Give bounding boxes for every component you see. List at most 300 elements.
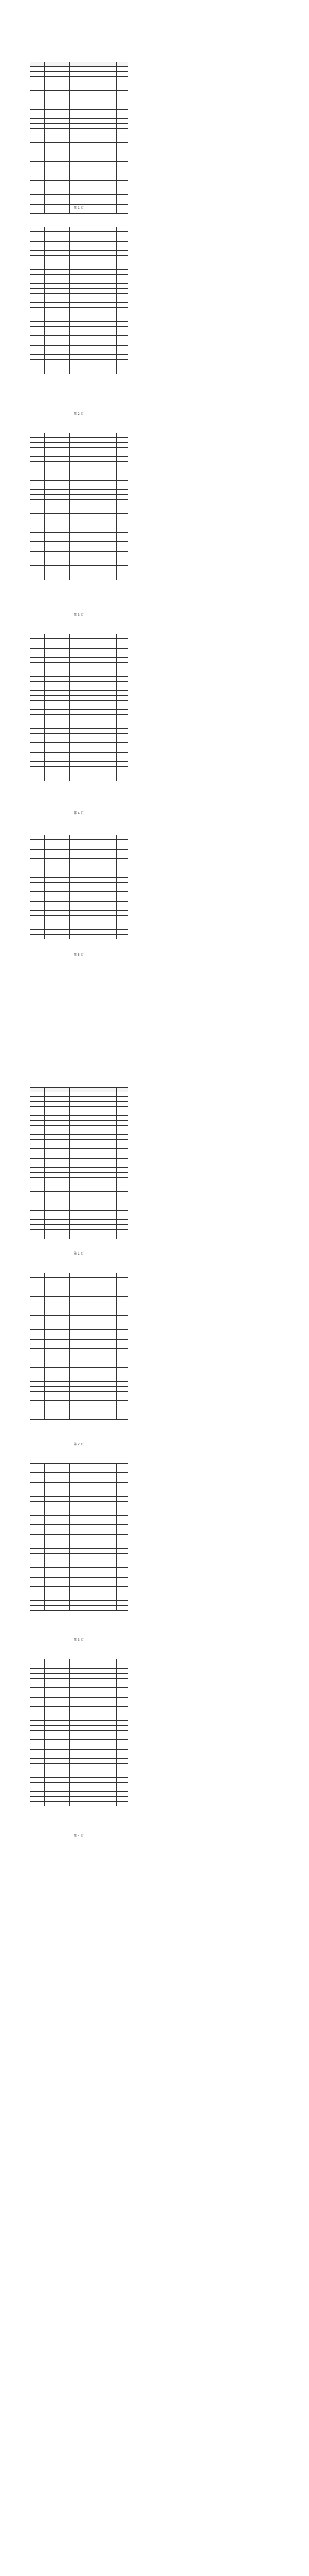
table-cell bbox=[45, 124, 54, 128]
table-cell bbox=[101, 360, 117, 364]
table-cell bbox=[54, 166, 64, 171]
table-cell bbox=[70, 1782, 101, 1787]
table-cell bbox=[45, 738, 54, 743]
table-cell bbox=[54, 76, 64, 81]
table-cell bbox=[64, 345, 70, 350]
table-cell bbox=[30, 1140, 45, 1144]
table-cell bbox=[117, 1501, 128, 1506]
table-cell bbox=[64, 312, 70, 317]
table-cell bbox=[45, 161, 54, 166]
table-row bbox=[30, 364, 128, 369]
table-cell bbox=[101, 715, 117, 719]
table-cell bbox=[45, 920, 54, 925]
table-cell bbox=[45, 561, 54, 566]
table-cell bbox=[117, 537, 128, 542]
table-cell bbox=[30, 1391, 45, 1396]
table-cell bbox=[117, 528, 128, 532]
table-cell bbox=[64, 1744, 70, 1749]
table-cell bbox=[54, 1744, 64, 1749]
table-cell bbox=[64, 1697, 70, 1702]
table-cell bbox=[30, 537, 45, 542]
table-cell bbox=[30, 1396, 45, 1400]
table-cell bbox=[45, 1292, 54, 1296]
table-cell bbox=[101, 1196, 117, 1201]
table-row bbox=[30, 1591, 128, 1596]
table-cell bbox=[30, 892, 45, 896]
table-cell bbox=[70, 1487, 101, 1492]
table-cell bbox=[45, 868, 54, 873]
table-cell bbox=[101, 518, 117, 523]
table-cell bbox=[70, 700, 101, 705]
table-cell bbox=[117, 143, 128, 147]
table-cell bbox=[64, 676, 70, 681]
column-header bbox=[70, 1088, 101, 1092]
table-cell bbox=[70, 1273, 101, 1278]
table-cell bbox=[70, 462, 101, 466]
table-cell bbox=[64, 1492, 70, 1497]
table-row bbox=[30, 1116, 128, 1121]
table-cell bbox=[101, 547, 117, 551]
table-cell bbox=[45, 575, 54, 580]
table-cell bbox=[45, 336, 54, 341]
table-cell bbox=[117, 1121, 128, 1125]
table-cell bbox=[101, 523, 117, 528]
table-cell bbox=[101, 504, 117, 509]
table-cell bbox=[117, 1210, 128, 1215]
table-row bbox=[30, 1568, 128, 1572]
table-cell bbox=[54, 1516, 64, 1520]
table-cell bbox=[70, 724, 101, 728]
table-cell bbox=[64, 1292, 70, 1296]
table-cell bbox=[101, 1377, 117, 1382]
table-cell bbox=[54, 260, 64, 265]
table-row bbox=[30, 1735, 128, 1740]
table-row bbox=[30, 350, 128, 354]
table-cell bbox=[30, 724, 45, 728]
table-cell bbox=[117, 1358, 128, 1363]
page-number: 第 2 页 bbox=[74, 412, 84, 416]
table-row bbox=[30, 504, 128, 509]
table-cell bbox=[54, 157, 64, 161]
table-cell bbox=[30, 1372, 45, 1377]
table-cell bbox=[117, 1777, 128, 1782]
table-cell bbox=[54, 1097, 64, 1101]
table-row bbox=[30, 752, 128, 757]
table-cell bbox=[45, 462, 54, 466]
table-cell bbox=[101, 1296, 117, 1301]
table-cell bbox=[117, 1306, 128, 1311]
table-cell bbox=[117, 1273, 128, 1278]
table-cell bbox=[30, 1697, 45, 1702]
table-cell bbox=[117, 1497, 128, 1501]
table-cell bbox=[30, 752, 45, 757]
table-cell bbox=[117, 471, 128, 476]
table-cell bbox=[101, 752, 117, 757]
table-cell bbox=[101, 331, 117, 336]
table-row bbox=[30, 1311, 128, 1315]
table-cell bbox=[54, 1325, 64, 1330]
table-cell bbox=[117, 1787, 128, 1792]
table-cell bbox=[54, 1716, 64, 1721]
table-row bbox=[30, 556, 128, 561]
table-cell bbox=[30, 1544, 45, 1549]
table-cell bbox=[64, 523, 70, 528]
table-cell bbox=[64, 667, 70, 672]
table-cell bbox=[45, 757, 54, 761]
table-cell bbox=[70, 887, 101, 892]
table-cell bbox=[64, 1382, 70, 1386]
table-cell bbox=[70, 438, 101, 443]
table-cell bbox=[64, 180, 70, 185]
table-cell bbox=[45, 256, 54, 260]
table-cell bbox=[101, 185, 117, 190]
table-cell bbox=[101, 1553, 117, 1558]
table-cell bbox=[30, 1511, 45, 1515]
table-cell bbox=[45, 934, 54, 939]
table-cell bbox=[117, 518, 128, 523]
table-cell bbox=[117, 350, 128, 354]
column-header bbox=[54, 62, 64, 67]
table-cell bbox=[64, 514, 70, 518]
table-cell bbox=[45, 1487, 54, 1492]
table-cell bbox=[54, 1497, 64, 1501]
table-cell bbox=[70, 1530, 101, 1534]
table-cell bbox=[117, 1396, 128, 1400]
table-cell bbox=[101, 1097, 117, 1101]
table-cell bbox=[101, 1492, 117, 1497]
table-cell bbox=[30, 1534, 45, 1539]
table-cell bbox=[117, 844, 128, 849]
table-cell bbox=[54, 1721, 64, 1725]
table-cell bbox=[30, 700, 45, 705]
table-cell bbox=[30, 1664, 45, 1669]
table-cell bbox=[45, 369, 54, 374]
table-cell bbox=[117, 1605, 128, 1610]
table-cell bbox=[30, 901, 45, 906]
table-row bbox=[30, 1730, 128, 1735]
table-cell bbox=[64, 1740, 70, 1744]
table-cell bbox=[45, 648, 54, 653]
table-cell bbox=[101, 1659, 117, 1664]
table-cell bbox=[101, 1673, 117, 1678]
table-cell bbox=[30, 1130, 45, 1134]
table-cell bbox=[45, 1659, 54, 1664]
table-cell bbox=[30, 1773, 45, 1777]
table-cell bbox=[54, 1320, 64, 1325]
table-cell bbox=[70, 1367, 101, 1372]
table-cell bbox=[45, 1415, 54, 1419]
table-cell bbox=[101, 514, 117, 518]
table-cell bbox=[117, 514, 128, 518]
table-cell bbox=[117, 1721, 128, 1725]
table-cell bbox=[101, 532, 117, 537]
table-cell bbox=[70, 269, 101, 274]
table-cell bbox=[117, 705, 128, 709]
table-row bbox=[30, 1092, 128, 1097]
table-cell bbox=[70, 1464, 101, 1468]
table-row bbox=[30, 776, 128, 781]
table-cell bbox=[117, 1125, 128, 1130]
table-cell bbox=[70, 854, 101, 858]
table-cell bbox=[45, 863, 54, 868]
table-cell bbox=[117, 1586, 128, 1591]
table-row bbox=[30, 514, 128, 518]
table-cell bbox=[30, 547, 45, 551]
table-cell bbox=[45, 1396, 54, 1400]
table-cell bbox=[101, 1735, 117, 1740]
table-cell bbox=[64, 443, 70, 447]
table-cell bbox=[101, 1730, 117, 1735]
table-cell bbox=[117, 551, 128, 556]
table-cell bbox=[70, 109, 101, 114]
table-cell bbox=[117, 934, 128, 939]
table-cell bbox=[117, 877, 128, 882]
table-cell bbox=[54, 882, 64, 887]
table-cell bbox=[30, 495, 45, 499]
table-row bbox=[30, 86, 128, 90]
table-cell bbox=[45, 452, 54, 456]
table-cell bbox=[54, 86, 64, 90]
table-cell bbox=[101, 854, 117, 858]
table-cell bbox=[117, 892, 128, 896]
table-cell bbox=[101, 138, 117, 143]
table-cell bbox=[64, 124, 70, 128]
table-cell bbox=[30, 1683, 45, 1687]
table-cell bbox=[117, 667, 128, 672]
table-cell bbox=[45, 345, 54, 350]
table-cell bbox=[54, 1339, 64, 1344]
table-cell bbox=[54, 771, 64, 776]
table-cell bbox=[101, 236, 117, 241]
table-row bbox=[30, 1339, 128, 1344]
table-cell bbox=[101, 1386, 117, 1391]
table-cell bbox=[45, 1116, 54, 1121]
table-cell bbox=[70, 1683, 101, 1687]
table-cell bbox=[101, 1568, 117, 1572]
table-cell bbox=[30, 1758, 45, 1763]
table-cell bbox=[54, 1749, 64, 1754]
table-cell bbox=[30, 696, 45, 700]
table-cell bbox=[54, 246, 64, 250]
table-cell bbox=[117, 901, 128, 906]
table-cell bbox=[117, 1706, 128, 1711]
table-row bbox=[30, 1487, 128, 1492]
table-row bbox=[30, 462, 128, 466]
table-row bbox=[30, 250, 128, 255]
table-row bbox=[30, 1130, 128, 1134]
table-row bbox=[30, 896, 128, 901]
table-cell bbox=[117, 1664, 128, 1669]
table-cell bbox=[45, 265, 54, 269]
table-cell bbox=[64, 844, 70, 849]
table-cell bbox=[54, 471, 64, 476]
table-cell bbox=[117, 161, 128, 166]
table-cell bbox=[54, 1582, 64, 1586]
table-cell bbox=[101, 119, 117, 124]
table-cell bbox=[45, 355, 54, 360]
table-cell bbox=[45, 443, 54, 447]
table-cell bbox=[64, 1464, 70, 1468]
table-cell bbox=[54, 1315, 64, 1320]
table-cell bbox=[117, 1330, 128, 1334]
table-cell bbox=[54, 1386, 64, 1391]
table-cell bbox=[70, 1320, 101, 1325]
table-cell bbox=[117, 1678, 128, 1683]
table-cell bbox=[70, 1582, 101, 1586]
table-cell bbox=[117, 1744, 128, 1749]
table-cell bbox=[70, 643, 101, 648]
table-cell bbox=[54, 691, 64, 696]
table-row bbox=[30, 710, 128, 715]
table-cell bbox=[101, 250, 117, 255]
table-cell bbox=[64, 1497, 70, 1501]
column-header bbox=[30, 62, 45, 67]
table-cell bbox=[30, 1334, 45, 1339]
table-row bbox=[30, 1367, 128, 1372]
column-header bbox=[45, 62, 54, 67]
table-cell bbox=[117, 1315, 128, 1320]
table-row bbox=[30, 1497, 128, 1501]
table-cell bbox=[30, 1596, 45, 1601]
table-cell bbox=[54, 1659, 64, 1664]
table-cell bbox=[45, 76, 54, 81]
table-cell bbox=[70, 293, 101, 298]
table-cell bbox=[70, 1730, 101, 1735]
table-cell bbox=[101, 719, 117, 724]
table-cell bbox=[45, 518, 54, 523]
table-cell bbox=[45, 1144, 54, 1149]
table-cell bbox=[70, 570, 101, 575]
table-cell bbox=[117, 1144, 128, 1149]
table-cell bbox=[101, 1473, 117, 1478]
table-cell bbox=[54, 1492, 64, 1497]
table-cell bbox=[30, 350, 45, 354]
table-cell bbox=[30, 298, 45, 302]
table-cell bbox=[117, 1482, 128, 1487]
table-cell bbox=[117, 1229, 128, 1234]
table-cell bbox=[64, 1344, 70, 1348]
table-cell bbox=[117, 575, 128, 580]
table-cell bbox=[30, 863, 45, 868]
table-cell bbox=[54, 447, 64, 452]
table-cell bbox=[54, 1367, 64, 1372]
table-cell bbox=[70, 1144, 101, 1149]
roster-table bbox=[30, 227, 128, 374]
table-cell bbox=[64, 1339, 70, 1344]
table-cell bbox=[101, 1482, 117, 1487]
table-cell bbox=[70, 882, 101, 887]
table-cell bbox=[30, 1401, 45, 1405]
table-cell bbox=[54, 1697, 64, 1702]
table-cell bbox=[70, 185, 101, 190]
table-cell bbox=[117, 438, 128, 443]
table-cell bbox=[70, 1501, 101, 1506]
roster-table bbox=[30, 634, 128, 781]
table-cell bbox=[70, 1702, 101, 1706]
table-cell bbox=[30, 1192, 45, 1196]
table-cell bbox=[30, 1144, 45, 1149]
table-cell bbox=[117, 355, 128, 360]
table-cell bbox=[45, 1220, 54, 1225]
table-cell bbox=[54, 303, 64, 308]
table-cell bbox=[45, 1163, 54, 1168]
table-cell bbox=[117, 532, 128, 537]
table-cell bbox=[45, 570, 54, 575]
table-cell bbox=[64, 1315, 70, 1320]
table-header-row bbox=[30, 1088, 128, 1092]
table-cell bbox=[45, 653, 54, 657]
table-row bbox=[30, 95, 128, 100]
table-cell bbox=[117, 1386, 128, 1391]
table-cell bbox=[64, 1220, 70, 1225]
table-cell bbox=[101, 190, 117, 195]
table-cell bbox=[64, 663, 70, 667]
table-cell bbox=[54, 724, 64, 728]
table-cell bbox=[101, 1506, 117, 1511]
table-cell bbox=[117, 672, 128, 676]
table-cell bbox=[30, 906, 45, 910]
table-cell bbox=[54, 934, 64, 939]
table-cell bbox=[117, 1511, 128, 1515]
table-row bbox=[30, 1121, 128, 1125]
table-cell bbox=[117, 256, 128, 260]
table-cell bbox=[117, 91, 128, 95]
table-cell bbox=[54, 1754, 64, 1758]
table-cell bbox=[117, 1363, 128, 1367]
table-cell bbox=[64, 1586, 70, 1591]
table-cell bbox=[64, 509, 70, 514]
table-cell bbox=[54, 1601, 64, 1605]
roster-sheet bbox=[30, 1659, 128, 1806]
table-cell bbox=[45, 1764, 54, 1768]
table-cell bbox=[64, 929, 70, 934]
table-cell bbox=[30, 1735, 45, 1740]
table-cell bbox=[117, 72, 128, 76]
table-cell bbox=[70, 705, 101, 709]
table-cell bbox=[30, 355, 45, 360]
table-cell bbox=[64, 1577, 70, 1582]
table-cell bbox=[70, 514, 101, 518]
table-cell bbox=[117, 433, 128, 438]
table-cell bbox=[101, 1582, 117, 1586]
table-cell bbox=[45, 733, 54, 738]
table-cell bbox=[70, 326, 101, 331]
table-cell bbox=[101, 1754, 117, 1758]
table-cell bbox=[101, 767, 117, 771]
table-cell bbox=[101, 284, 117, 289]
table-cell bbox=[117, 1553, 128, 1558]
table-cell bbox=[45, 537, 54, 542]
table-row bbox=[30, 854, 128, 858]
table-cell bbox=[101, 317, 117, 321]
table-cell bbox=[117, 547, 128, 551]
table-cell bbox=[45, 1697, 54, 1702]
table-cell bbox=[101, 1401, 117, 1405]
table-cell bbox=[117, 447, 128, 452]
table-cell bbox=[45, 1725, 54, 1730]
table-cell bbox=[101, 1678, 117, 1683]
table-cell bbox=[45, 906, 54, 910]
table-cell bbox=[64, 76, 70, 81]
table-row bbox=[30, 67, 128, 72]
table-cell bbox=[30, 119, 45, 124]
table-cell bbox=[54, 1234, 64, 1239]
table-cell bbox=[30, 1501, 45, 1506]
table-cell bbox=[70, 480, 101, 485]
table-cell bbox=[45, 882, 54, 887]
table-cell bbox=[54, 138, 64, 143]
table-cell bbox=[70, 138, 101, 143]
